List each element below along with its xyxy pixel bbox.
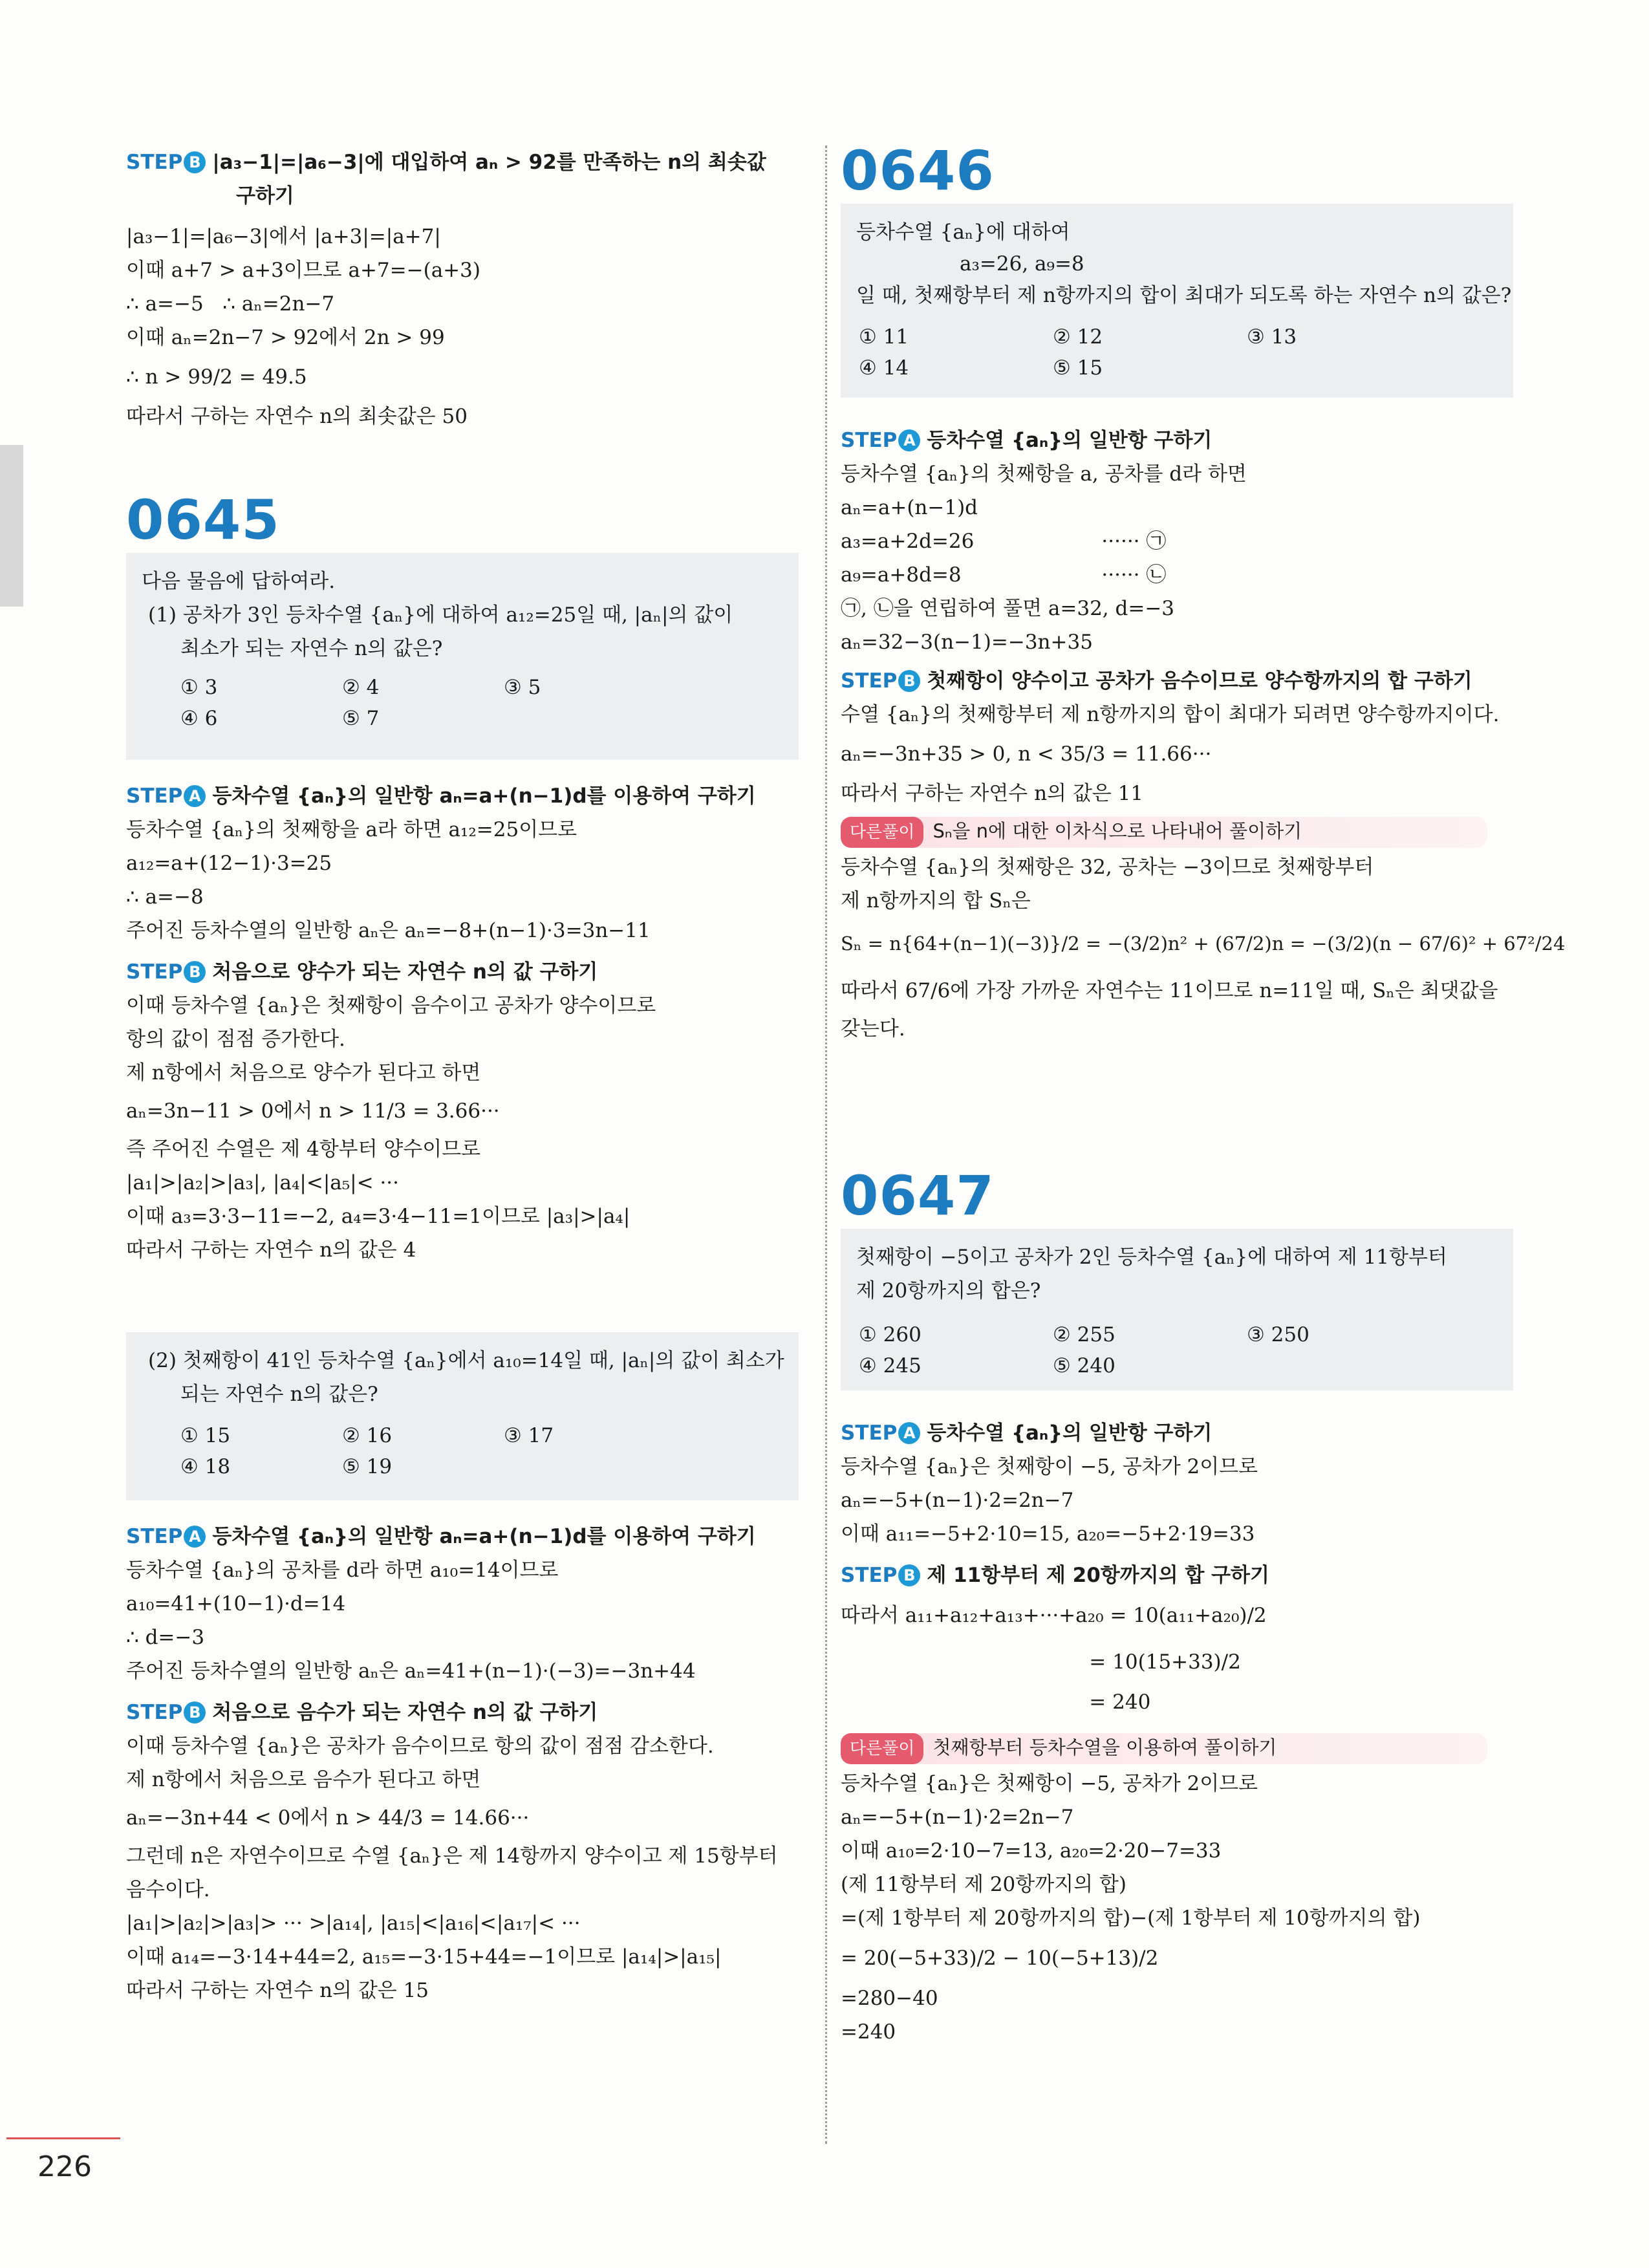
problem-number-0647: 0647 [841,1164,995,1227]
option[interactable]: ⑤ 15 [1053,356,1103,380]
solution-0646: STEP A 등차수열 {aₙ}의 일반항 구하기 등차수열 {aₙ}의 첫째항을 a, 공차를 d라 하면 aₙ=a+(n−1)d a₃=a+2d=26 ······ ㉠ a₉=a+8d=8 ······ ㉡ ㉠, ㉡을 연립하여 풀면 a=32, d=−3 aₙ=32−3(n−1)=−3n+35 STEP B 첫째항이 양수이고 공차가 음수이므로 양수항까지의 합 구하기 수열 {aₙ}의 첫째항부터 제 n항까지의 합이 최대가 되려면 양수항까지이다. aₙ=−3n+35 > 0, n < 35/3 = 11.66··· 따라서 구하는 자연수 n의 값은 11 다른풀이 Sₙ을 n에 대한 이차식으로 나타내어 풀이하기 등차수열 {aₙ}의 첫째항은 32, 공차는 −3이므로 첫째항부터 제 n항까지의 합 Sₙ은 Sₙ = n{64+(n−1)(−3)}/2 = −(3/2)n² + (67/2)n = −(3/2)(n − 67/6)² + 67²/24 따라서 67/6에 가장 가까운 자연수는 11이므로 n=11일 때, Sₙ은 최댓값을 갖는다. [841,429,1566,1041]
option[interactable]: ⑤ 240 [1053,1354,1116,1377]
option[interactable]: ④ 245 [859,1354,921,1377]
option[interactable]: ③ 13 [1247,325,1297,349]
step-b-0644: STEP B |a₃−1|=|a₆−3|에 대입하여 aₙ > 92를 만족하는 n의 최솟값 구하기 [126,151,766,208]
option[interactable]: ⑤ 7 [342,707,380,730]
solution-0644: |a₃−1|=|a₆−3|에서 |a+3|=|a+7| 이때 a+7 > a+3이므로 a+7=−(a+3) ∴ a=−5 ∴ aₙ=2n−7 이때 aₙ=2n−7 > 92에서 2n > 99 ∴ n > 99/2 = 49.5 따라서 구하는 자연수 n의 최솟값은 50 [126,225,480,428]
option[interactable]: ① 11 [859,325,909,349]
solution-0645-2: STEP A 등차수열 {aₙ}의 일반항 aₙ=a+(n−1)d를 이용하여 구하기 등차수열 {aₙ}의 공차를 d라 하면 a₁₀=14이므로 a₁₀=41+(10−1)·d=14 ∴ d=−3 주어진 등차수열의 일반항 aₙ은 aₙ=41+(n−1)·(−3)=−3n+44 STEP B 처음으로 음수가 되는 자연수 n의 값 구하기 이때 등차수열 {aₙ}은 공차가 음수이므로 항의 값이 점점 감소한다. 제 n항에서 처음으로 음수가 된다고 하면 aₙ=−3n+44 < 0에서 n > 44/3 = 14.66··· 그런데 n은 자연수이므로 수열 {aₙ}은 제 14항까지 양수이고 제 15항부터 음수이다. |a₁|>|a₂|>|a₃|> ··· >|a₁₄|, |a₁₅|<|a₁₆|<|a₁₇|< ··· 이때 a₁₄=−3·14+44=2, a₁₅=−3·15+44=−1이므로 |a₁₄|>|a₁₅| 따라서 구하는 자연수 n의 값은 15 [126,1525,778,2002]
solution-0645-1: STEP A 등차수열 {aₙ}의 일반항 aₙ=a+(n−1)d를 이용하여 구하기 등차수열 {aₙ}의 첫째항을 a라 하면 a₁₂=25이므로 a₁₂=a+(12−1)·3=25 ∴ a=−8 주어진 등차수열의 일반항 aₙ은 aₙ=−8+(n−1)·3=3n−11 STEP B 처음으로 양수가 되는 자연수 n의 값 구하기 이때 등차수열 {aₙ}은 첫째항이 음수이고 공차가 양수이므로 항의 값이 점점 증가한다. 제 n항에서 처음으로 양수가 된다고 하면 aₙ=3n−11 > 0에서 n > 11/3 = 3.66··· 즉 주어진 수열은 제 4항부터 양수이므로 |a₁|>|a₂|>|a₃|, |a₄|<|a₅|< ··· 이때 a₃=3·3−11=−2, a₄=3·4−11=1이므로 |a₃|>|a₄| 따라서 구하는 자연수 n의 값은 4 [126,784,756,1262]
alt-solution-bar-0647: 다른풀이 첫째항부터 등차수열을 이용하여 풀이하기 [841,1733,1487,1764]
question-0645-1: 다음 물음에 답하여라. (1) 공차가 3인 등차수열 {aₙ}에 대하여 a₁₂=25일 때, |aₙ|의 값이 최소가 되는 자연수 n의 값은? ① 3 ② 4 ③ 5 ④ 6 ⑤ 7 [126,553,799,760]
options-0646 [856,321,1498,383]
option[interactable]: ③ 17 [504,1424,554,1447]
page-number: 226 [38,2150,92,2183]
question-0646: 등차수열 {aₙ}에 대하여 a₃=26, a₉=8 일 때, 첫째항부터 제 n항까지의 합이 최대가 되도록 하는 자연수 n의 값은? ① 11 ② 12 ③ 13 ④ 14 ⑤ 15 [841,204,1513,398]
solution-0647: STEP A 등차수열 {aₙ}의 일반항 구하기 등차수열 {aₙ}은 첫째항이 −5, 공차가 2이므로 aₙ=−5+(n−1)·2=2n−7 이때 a₁₁=−5+2·10=15, a₂₀=−5+2·19=33 STEP B 제 11항부터 제 20항까지의 합 구하기 따라서 a₁₁+a₁₂+a₁₃+···+a₂₀ = 10(a₁₁+a₂₀)/2 = 10(15+33)/2 = 240 다른풀이 첫째항부터 등차수열을 이용하여 풀이하기 등차수열 {aₙ}은 첫째항이 −5, 공차가 2이므로 aₙ=−5+(n−1)·2=2n−7 이때 a₁₀=2·10−7=13, a₂₀=2·20−7=33 (제 11항부터 제 20항까지의 합) =(제 1항부터 제 20항까지의 합)−(제 1항부터 제 10항까지의 합) = 20(−5+33)/2 − 10(−5+13)/2 =280−40 =240 [841,1416,1487,2049]
alt-solution-bar-0646: 다른풀이 Sₙ을 n에 대한 이차식으로 나타내어 풀이하기 [841,817,1487,848]
chapter-edge-tab [0,445,23,607]
option[interactable]: ④ 18 [180,1455,231,1478]
option[interactable]: ② 255 [1053,1323,1116,1346]
options-0645-2 [142,1420,783,1482]
options-0647 [856,1319,1498,1381]
options-0645-1 [142,672,783,734]
column-divider [825,146,827,2144]
option[interactable]: ④ 14 [859,356,909,380]
problem-number-0645: 0645 [126,488,280,552]
option[interactable]: ⑤ 19 [342,1455,393,1478]
option[interactable]: ③ 250 [1247,1323,1310,1346]
option[interactable]: ③ 5 [504,676,541,699]
option[interactable]: ① 3 [180,676,218,699]
option[interactable]: ② 12 [1053,325,1103,349]
problem-number-0646: 0646 [841,139,995,202]
option[interactable]: ④ 6 [180,707,218,730]
question-0645-2: (2) 첫째항이 41인 등차수열 {aₙ}에서 a₁₀=14일 때, |aₙ|의 값이 최소가 되는 자연수 n의 값은? ① 15 ② 16 ③ 17 ④ 18 ⑤ 19 [126,1332,799,1500]
footer-rule [6,2137,120,2139]
option[interactable]: ① 260 [859,1323,921,1346]
option[interactable]: ② 4 [342,676,380,699]
option[interactable]: ② 16 [342,1424,393,1447]
option[interactable]: ① 15 [180,1424,231,1447]
question-0647: 첫째항이 −5이고 공차가 2인 등차수열 {aₙ}에 대하여 제 11항부터 제 20항까지의 합은? ① 260 ② 255 ③ 250 ④ 245 ⑤ 240 [841,1229,1513,1390]
